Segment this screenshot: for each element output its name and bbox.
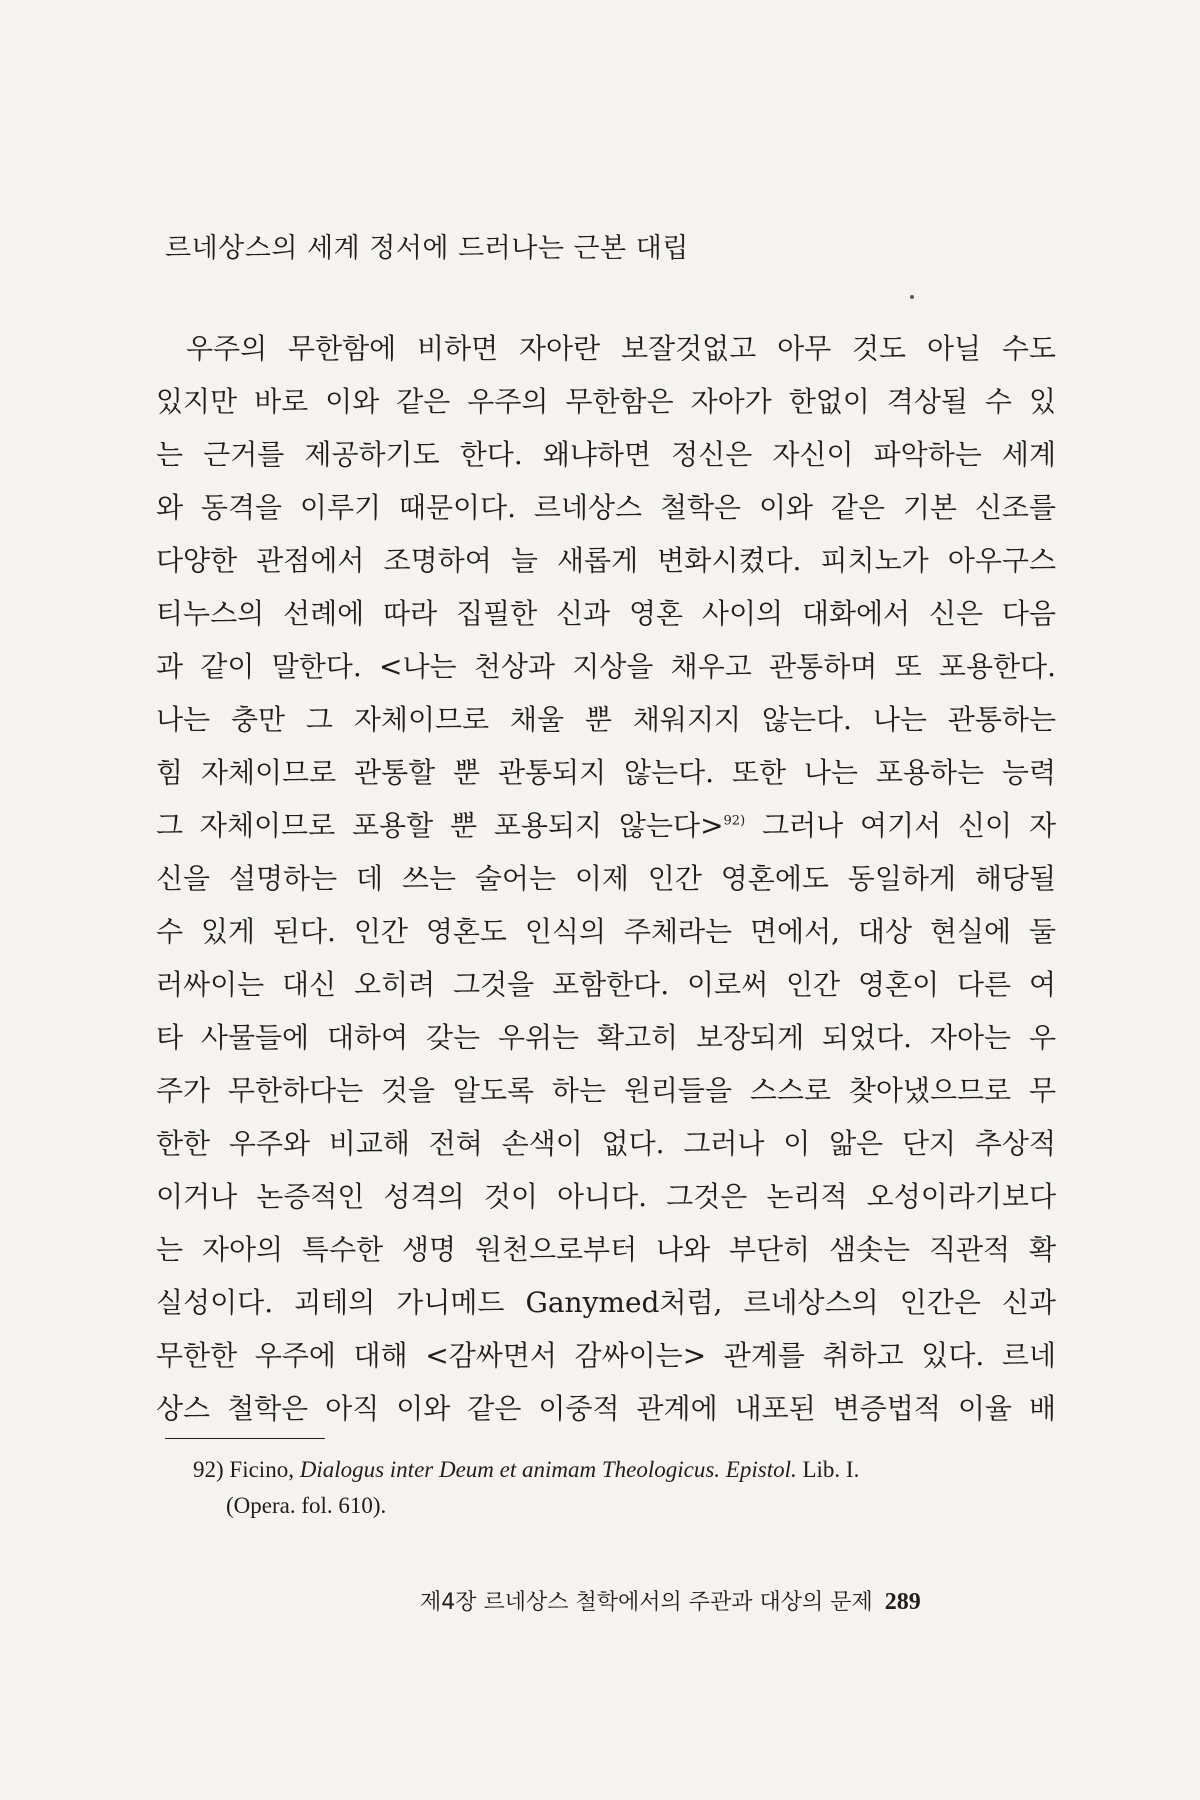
body-line-with-footnote-ref (156, 799, 1056, 852)
body-line: 한한 우주와 비교해 전혀 손색이 없다. 그러나 이 앎은 단지 추상적 (156, 1127, 1056, 1160)
body-line: 와 동격을 이루기 때문이다. 르네상스 철학은 이와 같은 기본 신조를 (156, 491, 1056, 524)
body-line: 실성이다. 괴테의 가니메드 Ganymed처럼, 르네상스의 인간은 신과 (156, 1286, 1056, 1319)
footnote-reference[interactable]: 92) (723, 813, 746, 829)
body-line: 우주의 무한함에 비하면 자아란 보잘것없고 아무 것도 아닐 수도 (186, 332, 1056, 365)
body-line-part: 그 자체이므로 포용할 뿐 포용되지 않는다> (156, 809, 724, 842)
body-line: 이거나 논증적인 성격의 것이 아니다. 그것은 논리적 오성이라기보다 (156, 1180, 1056, 1213)
body-line: 주가 무한하다는 것을 알도록 하는 원리들을 스스로 찾아냈으므로 무 (156, 1074, 1056, 1107)
body-line: 타 사물들에 대하여 갖는 우위는 확고히 보장되게 되었다. 자아는 우 (156, 1021, 1056, 1054)
footnote-title: Dialogus inter Deum et animam Theologicus. Epistol. (299, 1457, 797, 1482)
body-line: 수 있게 된다. 인간 영혼도 인식의 주체라는 면에서, 대상 현실에 둘 (156, 915, 1056, 948)
page-number: 289 (884, 1589, 921, 1615)
body-line: 무한한 우주에 대해 <감싸면서 감싸이는> 관계를 취하고 있다. 르네 (156, 1339, 1056, 1372)
footnote-number: 92) (193, 1457, 224, 1482)
body-line: 상스 철학은 아직 이와 같은 이중적 관계에 내포된 변증법적 이율 배 (156, 1392, 1056, 1425)
running-footer (420, 1585, 921, 1616)
body-line: 있지만 바로 이와 같은 우주의 무한함은 자아가 한없이 격상될 수 있 (156, 385, 1056, 418)
section-title: 르네상스의 세계 정서에 드러나는 근본 대립 (165, 233, 689, 264)
body-text (156, 322, 1056, 1435)
body-line: 는 자아의 특수한 생명 원천으로부터 나와 부단히 샘솟는 직관적 확 (156, 1233, 1056, 1266)
body-line: 는 근거를 제공하기도 한다. 왜냐하면 정신은 자신이 파악하는 세계 (156, 438, 1056, 471)
stray-dot-mark (910, 295, 914, 299)
body-line: 티누스의 선례에 따라 집필한 신과 영혼 사이의 대화에서 신은 다음 (156, 597, 1056, 630)
body-line: 다양한 관점에서 조명하여 늘 새롭게 변화시켰다. 피치노가 아우구스 (156, 544, 1056, 577)
footnote-source: (Opera. fol. 610). (226, 1493, 387, 1518)
footnote (193, 1452, 1053, 1524)
footnote-line (193, 1452, 1053, 1488)
body-line: 신을 설명하는 데 쓰는 술어는 이제 인간 영혼에도 동일하게 해당될 (156, 862, 1056, 895)
body-line: 러싸이는 대신 오히려 그것을 포함한다. 이로써 인간 영혼이 다른 여 (156, 968, 1056, 1001)
footnote-divider (165, 1438, 325, 1439)
body-line: 과 같이 말한다. <나는 천상과 지상을 채우고 관통하며 또 포용한다. (156, 650, 1056, 683)
running-title: 제4장 르네상스 철학에서의 주관과 대상의 문제 (420, 1590, 873, 1615)
body-line: 힘 자체이므로 관통할 뿐 관통되지 않는다. 또한 나는 포용하는 능력 (156, 756, 1056, 789)
body-line-part: 그러나 여기서 신이 자 (762, 809, 1056, 842)
footnote-location: Lib. I. (802, 1457, 860, 1482)
footnote-author: Ficino, (229, 1457, 294, 1482)
body-line: 나는 충만 그 자체이므로 채울 뿐 채워지지 않는다. 나는 관통하는 (156, 703, 1056, 736)
